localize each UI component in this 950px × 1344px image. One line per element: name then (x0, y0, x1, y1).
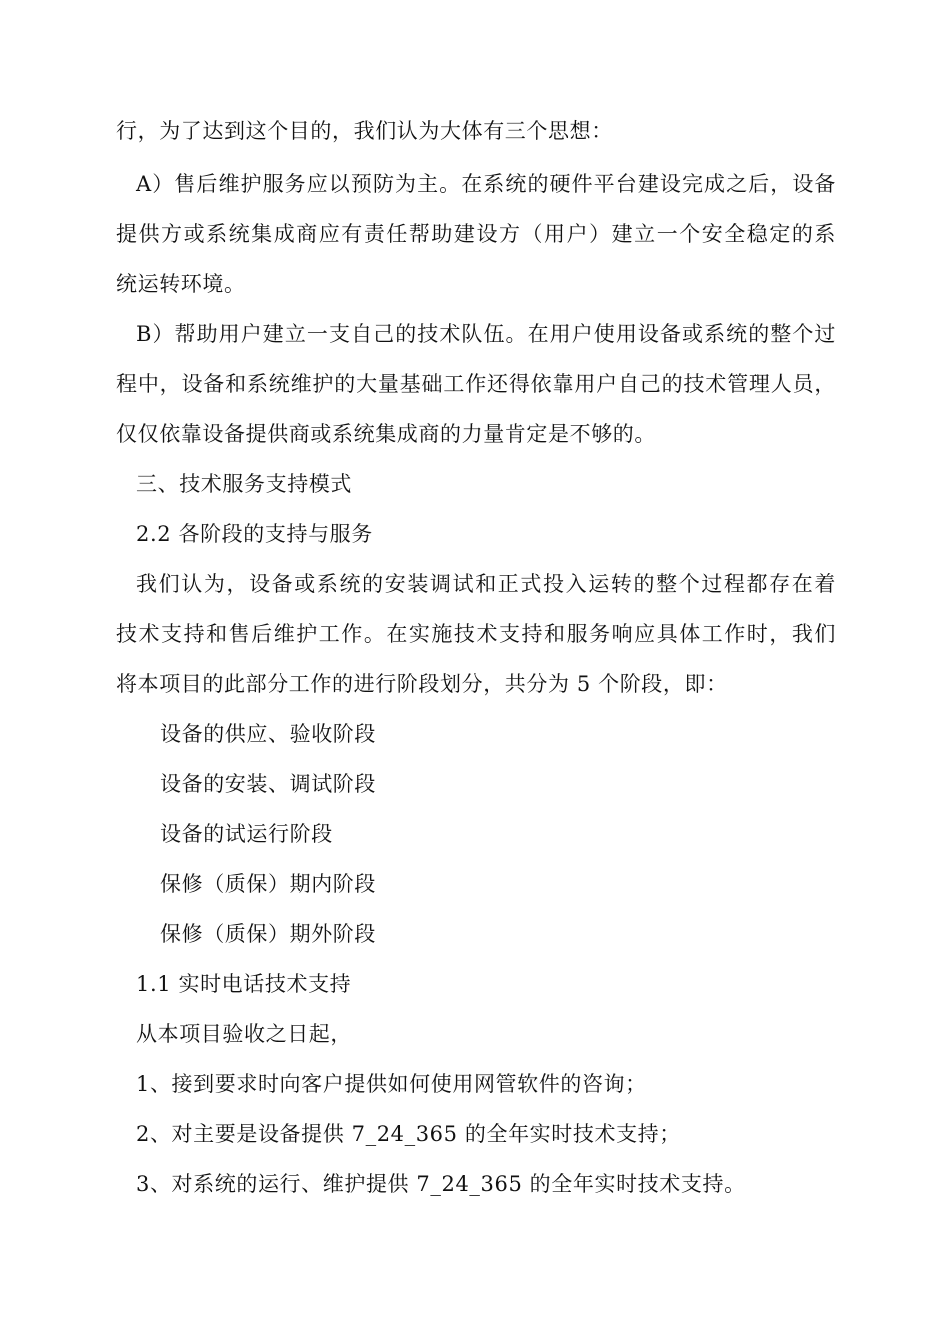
list-item: 保修（质保）期外阶段 (160, 922, 376, 946)
list-item: 保修（质保）期内阶段 (160, 872, 376, 896)
text-line: 行，为了达到这个目的，我们认为大体有三个思想： (116, 119, 613, 143)
text-line: 我们认为，设备或系统的安装调试和正式投入运转的整个过程都存在着 (136, 572, 836, 596)
text-line: 将本项目的此部分工作的进行阶段划分，共分为 5 个阶段，即： (116, 672, 728, 696)
text-line: 从本项目验收之日起， (136, 1022, 352, 1046)
list-item: 1、接到要求时向客户提供如何使用网管软件的咨询； (136, 1072, 647, 1096)
list-item: 2、对主要是设备提供 7_24_365 的全年实时技术支持； (136, 1122, 681, 1146)
list-item: 设备的安装、调试阶段 (160, 772, 376, 796)
list-item: 设备的供应、验收阶段 (160, 722, 376, 746)
list-item: 设备的试运行阶段 (160, 822, 333, 846)
text-line: 提供方或系统集成商应有责任帮助建设方（用户）建立一个安全稳定的系 (116, 222, 836, 246)
text-line: 程中，设备和系统维护的大量基础工作还得依靠用户自己的技术管理人员， (116, 372, 836, 396)
text-line: 技术支持和售后维护工作。在实施技术支持和服务响应具体工作时，我们 (116, 622, 836, 646)
text-line: A）售后维护服务应以预防为主。在系统的硬件平台建设完成之后，设备 (136, 172, 836, 196)
subsection-heading: 2.2 各阶段的支持与服务 (136, 522, 373, 546)
list-item: 3、对系统的运行、维护提供 7_24_365 的全年实时技术支持。 (136, 1172, 746, 1196)
text-line: B）帮助用户建立一支自己的技术队伍。在用户使用设备或系统的整个过 (136, 322, 836, 346)
text-line: 统运转环境。 (116, 272, 246, 296)
text-line: 仅仅依靠设备提供商或系统集成商的力量肯定是不够的。 (116, 422, 656, 446)
section-heading: 三、技术服务支持模式 (136, 472, 352, 496)
subsection-heading: 1.1 实时电话技术支持 (136, 972, 352, 996)
